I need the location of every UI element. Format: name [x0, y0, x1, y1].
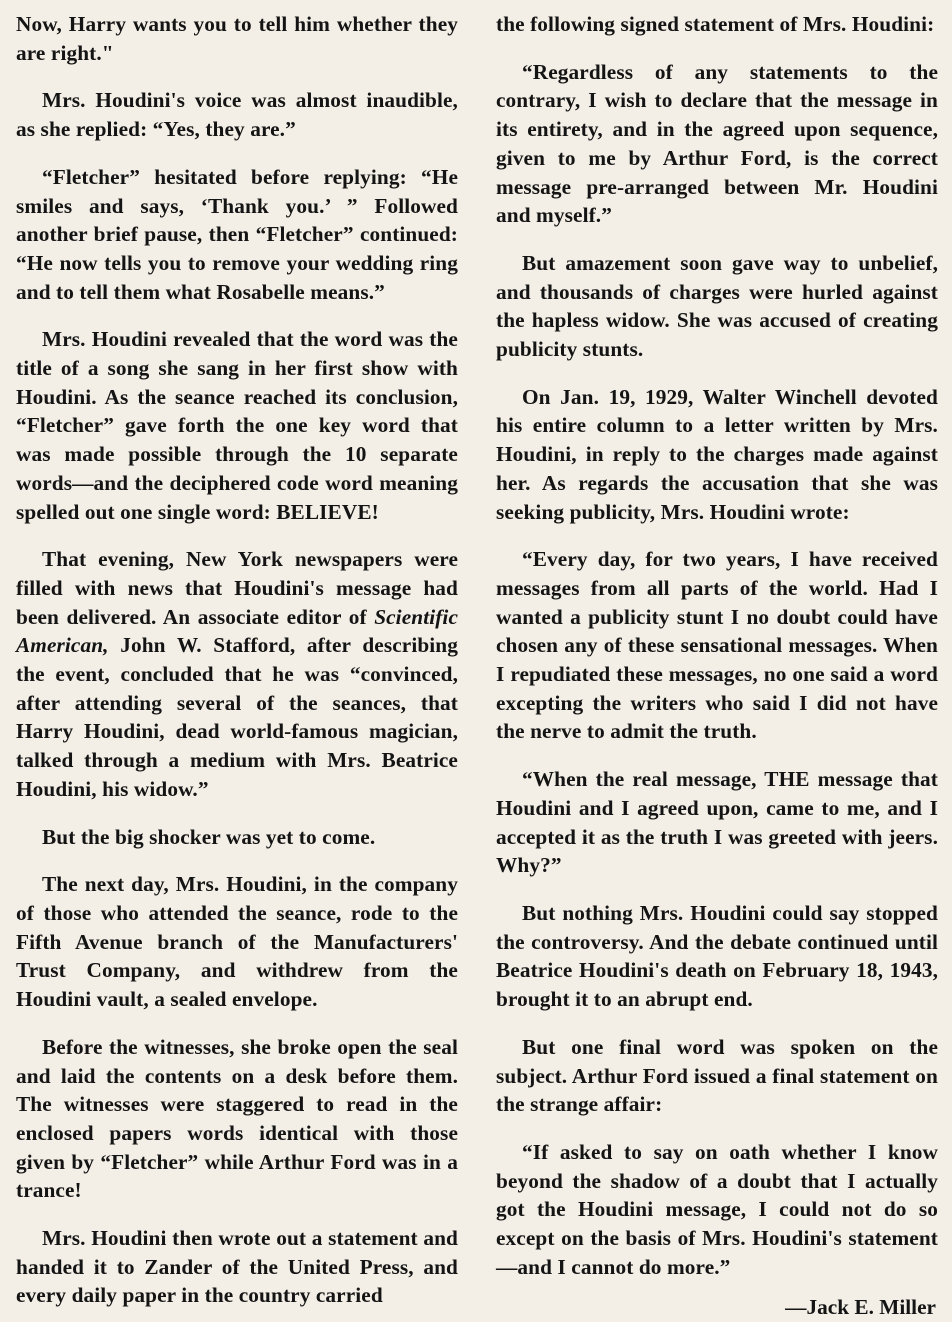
- paragraph: “Every day, for two years, I have received messages from all parts of the world. Had I wanted a publicity stunt I no doubt could have chosen any of these sensational messages. When I repudiated these messages, no one said a word excepting the writers who said I did not have the nerve to admit the truth.: [496, 547, 938, 744]
- paragraph: On Jan. 19, 1929, Walter Winchell devoted his entire column to a letter written by Mrs. Houdini, in reply to the charges made against her. As regards the accusation that she was seeking publicity, Mrs. Houdini wrote:: [496, 384, 938, 524]
- paragraph: “When the real message, THE message that Houdini and I agreed upon, came to me, and I accepted it as the truth I was greeted with jeers. Why?”: [496, 767, 938, 878]
- paragraph: the following signed statement of Mrs. Houdini:: [496, 12, 935, 36]
- paragraph: Mrs. Houdini's voice was almost inaudible, as she replied: “Yes, they are.”: [16, 88, 458, 142]
- author-byline: —Jack E. Miller: [785, 1295, 936, 1320]
- paragraph: But one final word was spoken on the subject. Arthur Ford issued a final statement on the strange affair:: [496, 1034, 938, 1117]
- paragraph: “Regardless of any statements to the contrary, I wish to declare that the message in its entirety, and in the agreed upon sequence, given to me by Arthur Ford, is the correct message pre-arranged between Mr. Houdini and myself.”: [496, 59, 938, 228]
- paragraph: “Fletcher” hesitated before replying: “He smiles and says, ‘Thank you.’ ” Followed another brief pause, then “Fletcher” continued: “He now tells you to remove your wedding ring and to tell them what Rosabelle means.”: [16, 164, 458, 304]
- paragraph: Now, Harry wants you to tell him whether they are right.": [16, 12, 458, 65]
- publication-title: Scientific American,: [16, 604, 458, 658]
- paragraph: Before the witnesses, she broke open the seal and laid the contents on a desk before them. The witnesses were staggered to read in the enclosed papers words identical with those given by “Fletcher” while Arthur Ford was in a trance!: [16, 1034, 458, 1203]
- paragraph-text: That evening, New York newspapers were filled with news that Houdini's message had been delivered. An associate editor of: [16, 547, 458, 629]
- paragraph: But amazement soon gave way to unbelief, and thousands of charges were hurled against the hapless widow. She was accused of creating publicity stunts.: [496, 250, 938, 362]
- paragraph-text: John W. Stafford, after describing the event, concluded that he was “convinced, after attending several of the seances, that Harry Houdini, dead world-famous magician, talked through a medium with Mrs. Beatrice Houdini, his widow.”: [16, 633, 458, 801]
- right-column: [496, 10, 938, 1321]
- paragraph: “If asked to say on oath whether I know beyond the shadow of a doubt that I actually got the Houdini message, I could not do so except on the basis of Mrs. Houdini's statement—and I cannot do more.”: [496, 1139, 938, 1279]
- paragraph: Mrs. Houdini then wrote out a statement and handed it to Zander of the United Press, and every daily paper in the country carried: [16, 1226, 458, 1308]
- left-column: [16, 10, 458, 1321]
- paragraph: Mrs. Houdini revealed that the word was the title of a song she sang in her first show with Houdini. As the seance reached its conclusion, “Fletcher” gave forth the one key word that was made possible through the 10 separate words—and the deciphered code word meaning spelled out one single word: BELIEVE!: [16, 327, 458, 524]
- paragraph: But the big shocker was yet to come.: [42, 824, 376, 849]
- paragraph: But nothing Mrs. Houdini could say stopped the controversy. And the debate continued until Beatrice Houdini's death on February 18, 1943, brought it to an abrupt end.: [496, 900, 938, 1012]
- paragraph-with-italic: [16, 545, 458, 803]
- paragraph: The next day, Mrs. Houdini, in the company of those who attended the seance, rode to the Fifth Avenue branch of the Manufacturers' Trust Company, and withdrew from the Houdini vault, a sealed envelope.: [16, 872, 458, 1012]
